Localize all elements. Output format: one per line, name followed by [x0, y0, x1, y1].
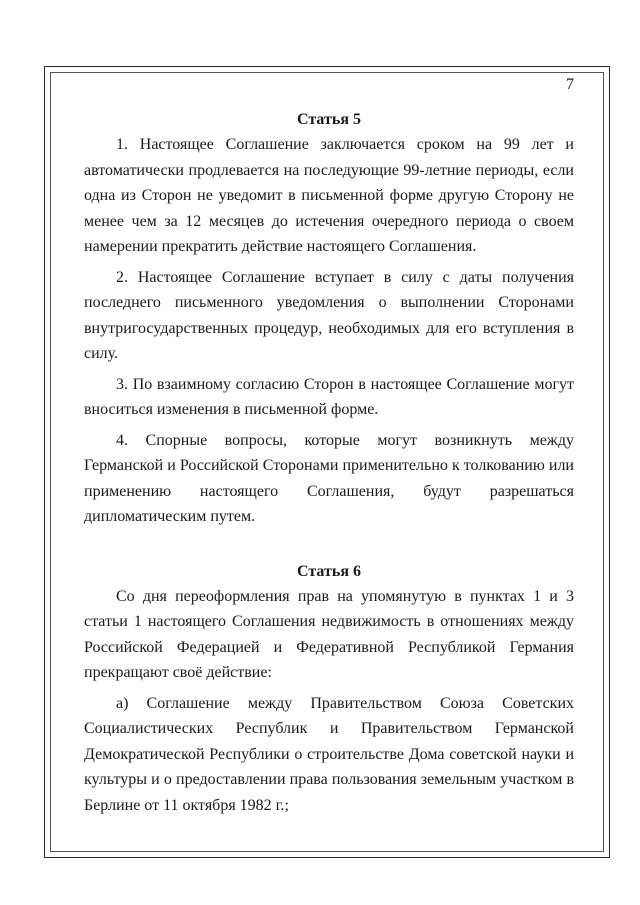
article-6-paragraph-2: а) Соглашение между Правительством Союза Советских Социалистических Республик и Правительством Германской Демократической Республики о строительстве Дома советской науки и культуры и о предоставлении права пользования земельным участком в Берлине от 11 октября 1982 г.;: [84, 694, 574, 814]
article-5-paragraph-4: 4. Спорные вопросы, которые могут возникнуть между Германской и Российской Сторонами применительно к толкованию или применению настоящего Соглашения, будут разрешаться дипломатическим путем.: [84, 431, 574, 525]
article-5-paragraph-3: 3. По взаимному согласию Сторон в настоящее Соглашение могут вноситься изменения в письменной форме.: [84, 375, 574, 418]
article-5-paragraph-1: 1. Настоящее Соглашение заключается сроком на 99 лет и автоматически продлевается на последующие 99-летние периоды, если одна из Сторон не уведомит в письменной форме другую Сторону не менее чем за 12 месяцев до истечения очередного периода о своем намерении прекратить действие настоящего Соглашения.: [84, 136, 574, 255]
document-body: [84, 107, 574, 823]
article-6-paragraph-1: Со дня переоформления прав на упомянутую в пунктах 1 и 3 статьи 1 настоящего Соглашения недвижимость в отношениях между Российской Федерацией и Федеративной Республикой Германия прекращают своё действие:: [84, 587, 574, 681]
page-number: 7: [566, 76, 574, 93]
article-5-heading: Статья 5: [297, 111, 361, 128]
article-5-paragraph-2: 2. Настоящее Соглашение вступает в силу с даты получения последнего письменного уведомления о выполнении Сторонами внутригосударственных процедур, необходимых для его вступления в силу.: [84, 268, 574, 362]
article-6-heading: Статья 6: [297, 562, 361, 580]
